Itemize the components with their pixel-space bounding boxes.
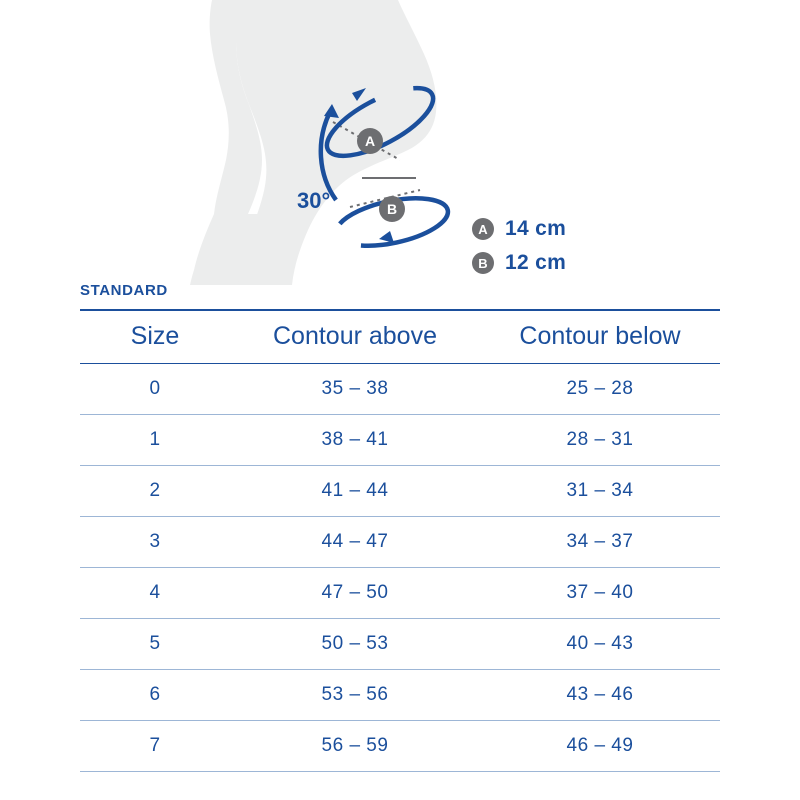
table-caption: STANDARD (80, 282, 168, 299)
size-table (80, 309, 720, 772)
table-row (80, 619, 720, 670)
cell-contour-above: 41 – 44 (230, 466, 480, 517)
cell-contour-above: 53 – 56 (230, 670, 480, 721)
legend-item-b (472, 250, 692, 276)
column-header-contour-below: Contour below (480, 310, 720, 364)
cell-contour-above: 50 – 53 (230, 619, 480, 670)
table-head (80, 310, 720, 364)
cell-contour-above: 38 – 41 (230, 415, 480, 466)
cell-contour-above: 47 – 50 (230, 568, 480, 619)
cell-size: 2 (80, 466, 230, 517)
legend-a-value: 14 cm (505, 217, 567, 240)
badge-a-icon: A (472, 218, 494, 240)
cell-contour-above: 44 – 47 (230, 517, 480, 568)
cell-size: 4 (80, 568, 230, 619)
measurement-illustration (0, 0, 800, 285)
marker-b (379, 196, 405, 222)
table-row (80, 466, 720, 517)
angle-label: 30° (297, 188, 331, 213)
cell-contour-below: 34 – 37 (480, 517, 720, 568)
cell-size: 6 (80, 670, 230, 721)
legend-item-a (472, 216, 692, 242)
marker-a (357, 128, 383, 154)
cell-contour-below: 46 – 49 (480, 721, 720, 772)
badge-b-icon: B (472, 252, 494, 274)
cell-contour-below: 43 – 46 (480, 670, 720, 721)
cell-contour-below: 40 – 43 (480, 619, 720, 670)
table-body (80, 364, 720, 772)
cell-contour-above: 35 – 38 (230, 364, 480, 415)
column-header-size: Size (80, 310, 230, 364)
cell-size: 7 (80, 721, 230, 772)
svg-text:B: B (386, 201, 398, 217)
table-row (80, 415, 720, 466)
cell-size: 1 (80, 415, 230, 466)
cell-contour-above: 56 – 59 (230, 721, 480, 772)
cell-size: 3 (80, 517, 230, 568)
column-header-contour-above: Contour above (230, 310, 480, 364)
table-row (80, 364, 720, 415)
table-row (80, 517, 720, 568)
cell-contour-below: 37 – 40 (480, 568, 720, 619)
size-table-section (80, 282, 720, 772)
measurement-legend (472, 216, 692, 284)
table-row (80, 670, 720, 721)
svg-text:A: A (364, 133, 376, 149)
arrow-below-icon (379, 231, 394, 243)
legend-b-value: 12 cm (505, 251, 567, 274)
table-header-row (80, 310, 720, 364)
cell-contour-below: 31 – 34 (480, 466, 720, 517)
cell-contour-below: 28 – 31 (480, 415, 720, 466)
cell-contour-below: 25 – 28 (480, 364, 720, 415)
cell-size: 5 (80, 619, 230, 670)
cell-size: 0 (80, 364, 230, 415)
table-row (80, 721, 720, 772)
table-row (80, 568, 720, 619)
